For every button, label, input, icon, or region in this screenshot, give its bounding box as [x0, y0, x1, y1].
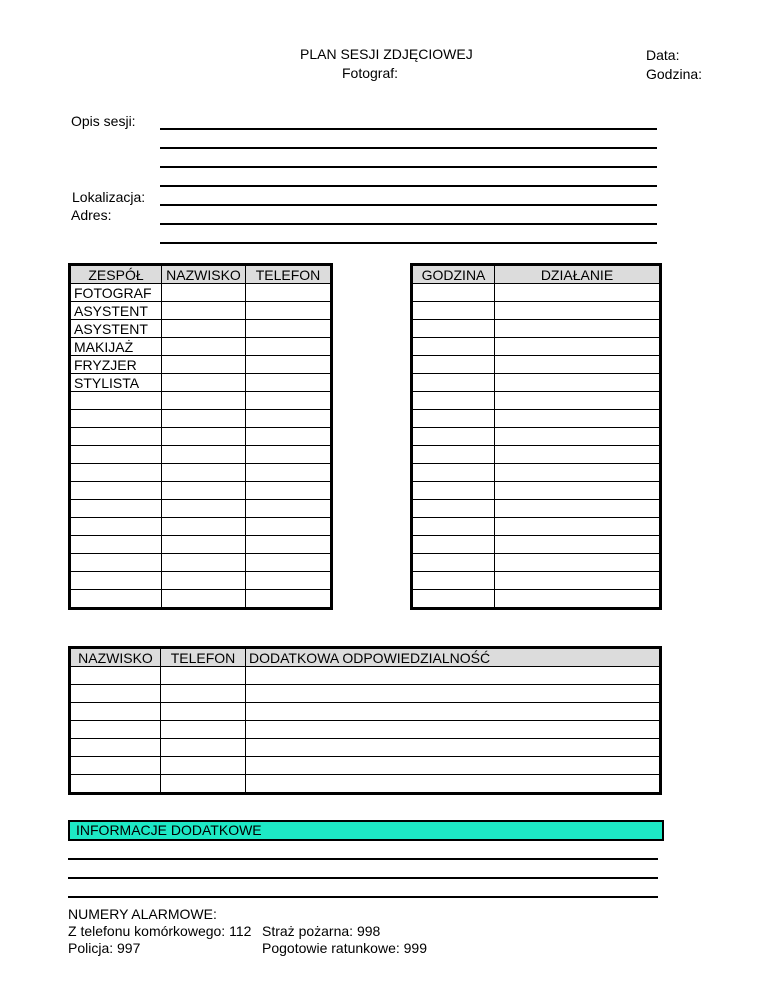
extra-name-cell[interactable]: [70, 739, 161, 757]
extra-row: [70, 703, 661, 721]
team-name-cell[interactable]: [162, 410, 246, 428]
extra-header-responsibility: DODATKOWA ODPOWIEDZIALNOŚĆ: [246, 648, 661, 667]
emergency-ambulance: Pogotowie ratunkowe: 999: [262, 940, 427, 956]
extra-responsibility-cell[interactable]: [246, 757, 661, 775]
team-row: [70, 590, 332, 609]
extra-name-cell[interactable]: [70, 685, 161, 703]
team-phone-cell[interactable]: [246, 464, 332, 482]
team-phone-cell[interactable]: [246, 590, 332, 609]
schedule-activity-cell[interactable]: [495, 410, 661, 428]
emergency-police: Policja: 997: [68, 940, 141, 956]
team-phone-cell[interactable]: [246, 572, 332, 590]
description-label: Opis sesji:: [71, 113, 136, 129]
schedule-header-time: GODZINA: [412, 265, 495, 284]
additional-info-line[interactable]: [68, 896, 658, 898]
team-header-team: ZESPÓŁ: [70, 265, 162, 284]
extra-name-cell[interactable]: [70, 775, 161, 794]
additional-info-banner: INFORMACJE DODATKOWE: [68, 820, 664, 841]
extra-header-phone: TELEFON: [161, 648, 246, 667]
team-name-cell[interactable]: [162, 536, 246, 554]
team-phone-cell[interactable]: [246, 500, 332, 518]
extra-responsibility-cell[interactable]: [246, 775, 661, 794]
team-name-cell[interactable]: [162, 374, 246, 392]
schedule-time-cell[interactable]: [412, 464, 495, 482]
team-row: [70, 464, 332, 482]
team-role-cell[interactable]: FRYZJER: [70, 356, 162, 374]
team-row: [70, 302, 332, 320]
description-line[interactable]: [160, 147, 657, 149]
team-role-cell[interactable]: FOTOGRAF: [70, 284, 162, 302]
team-name-cell[interactable]: [162, 590, 246, 609]
team-row: [70, 338, 332, 356]
schedule-activity-cell[interactable]: [495, 374, 661, 392]
team-phone-cell[interactable]: [246, 518, 332, 536]
team-header-phone: TELEFON: [246, 265, 332, 284]
team-name-cell[interactable]: [162, 320, 246, 338]
team-row: [70, 428, 332, 446]
schedule-activity-cell[interactable]: [495, 518, 661, 536]
team-phone-cell[interactable]: [246, 428, 332, 446]
schedule-time-cell[interactable]: [412, 338, 495, 356]
team-phone-cell[interactable]: [246, 410, 332, 428]
extra-name-cell[interactable]: [70, 667, 161, 685]
extra-row: [70, 667, 661, 685]
schedule-time-cell[interactable]: [412, 536, 495, 554]
team-role-cell[interactable]: STYLISTA: [70, 374, 162, 392]
team-row: [70, 374, 332, 392]
extra-header-name: NAZWISKO: [70, 648, 161, 667]
schedule-row: [412, 482, 661, 500]
description-line[interactable]: [160, 166, 657, 168]
team-name-cell[interactable]: [162, 356, 246, 374]
team-row: [70, 554, 332, 572]
team-name-cell[interactable]: [162, 464, 246, 482]
schedule-activity-cell[interactable]: [495, 338, 661, 356]
schedule-time-cell[interactable]: [412, 518, 495, 536]
schedule-activity-cell[interactable]: [495, 446, 661, 464]
team-name-cell[interactable]: [162, 518, 246, 536]
team-phone-cell[interactable]: [246, 302, 332, 320]
schedule-activity-cell[interactable]: [495, 302, 661, 320]
extra-row: [70, 721, 661, 739]
schedule-row: [412, 554, 661, 572]
schedule-time-cell[interactable]: [412, 284, 495, 302]
team-role-cell[interactable]: [70, 590, 162, 609]
team-role-cell[interactable]: [70, 572, 162, 590]
team-name-cell[interactable]: [162, 302, 246, 320]
schedule-activity-cell[interactable]: [495, 428, 661, 446]
team-row: [70, 482, 332, 500]
schedule-row: [412, 464, 661, 482]
extra-row: [70, 685, 661, 703]
schedule-time-cell[interactable]: [412, 410, 495, 428]
schedule-time-cell[interactable]: [412, 374, 495, 392]
team-phone-cell[interactable]: [246, 374, 332, 392]
schedule-activity-cell[interactable]: [495, 482, 661, 500]
team-role-cell[interactable]: [70, 392, 162, 410]
team-role-cell[interactable]: [70, 446, 162, 464]
address-line[interactable]: [160, 223, 657, 225]
schedule-row: [412, 572, 661, 590]
extra-name-cell[interactable]: [70, 703, 161, 721]
schedule-activity-cell[interactable]: [495, 536, 661, 554]
team-row: [70, 500, 332, 518]
team-phone-cell[interactable]: [246, 284, 332, 302]
schedule-activity-cell[interactable]: [495, 500, 661, 518]
schedule-time-cell[interactable]: [412, 302, 495, 320]
extra-phone-cell[interactable]: [161, 775, 246, 794]
team-phone-cell[interactable]: [246, 320, 332, 338]
team-name-cell[interactable]: [162, 482, 246, 500]
schedule-activity-cell[interactable]: [495, 356, 661, 374]
extra-responsibility-cell[interactable]: [246, 703, 661, 721]
team-role-cell[interactable]: ASYSTENT: [70, 320, 162, 338]
team-row: [70, 284, 332, 302]
schedule-time-cell[interactable]: [412, 428, 495, 446]
team-name-cell[interactable]: [162, 554, 246, 572]
emergency-fire: Straż pożarna: 998: [262, 923, 381, 939]
address-label: Adres:: [71, 207, 112, 223]
schedule-time-cell[interactable]: [412, 482, 495, 500]
team-row: [70, 518, 332, 536]
schedule-activity-cell[interactable]: [495, 464, 661, 482]
team-name-cell[interactable]: [162, 338, 246, 356]
additional-info-line[interactable]: [68, 858, 658, 860]
team-role-cell[interactable]: [70, 464, 162, 482]
emergency-title: NUMERY ALARMOWE:: [68, 906, 217, 922]
schedule-row: [412, 446, 661, 464]
schedule-row: [412, 500, 661, 518]
extra-row: [70, 739, 661, 757]
schedule-time-cell[interactable]: [412, 554, 495, 572]
schedule-activity-cell[interactable]: [495, 392, 661, 410]
extra-phone-cell[interactable]: [161, 739, 246, 757]
extra-responsibility-cell[interactable]: [246, 667, 661, 685]
schedule-activity-cell[interactable]: [495, 590, 661, 609]
schedule-time-cell[interactable]: [412, 320, 495, 338]
team-role-cell[interactable]: [70, 554, 162, 572]
schedule-row: [412, 374, 661, 392]
team-row: [70, 392, 332, 410]
schedule-activity-cell[interactable]: [495, 284, 661, 302]
team-role-cell[interactable]: ASYSTENT: [70, 302, 162, 320]
team-table: [68, 263, 333, 610]
schedule-time-cell[interactable]: [412, 590, 495, 609]
schedule-row: [412, 590, 661, 609]
page-title: PLAN SESJI ZDJĘCIOWEJ: [300, 46, 473, 62]
team-phone-cell[interactable]: [246, 392, 332, 410]
schedule-row: [412, 392, 661, 410]
extra-row: [70, 775, 661, 794]
team-phone-cell[interactable]: [246, 554, 332, 572]
extra-table: [68, 646, 662, 795]
team-row: [70, 446, 332, 464]
team-phone-cell[interactable]: [246, 338, 332, 356]
address-line[interactable]: [160, 242, 657, 244]
schedule-row: [412, 320, 661, 338]
description-line[interactable]: [160, 185, 657, 187]
extra-phone-cell[interactable]: [161, 667, 246, 685]
location-label: Lokalizacja:: [72, 189, 146, 205]
schedule-header-activity: DZIAŁANIE: [495, 265, 661, 284]
extra-name-cell[interactable]: [70, 721, 161, 739]
extra-phone-cell[interactable]: [161, 757, 246, 775]
team-phone-cell[interactable]: [246, 446, 332, 464]
schedule-row: [412, 302, 661, 320]
team-header-name: NAZWISKO: [162, 265, 246, 284]
schedule-row: [412, 356, 661, 374]
extra-row: [70, 757, 661, 775]
time-label: Godzina:: [646, 66, 703, 82]
team-row: [70, 536, 332, 554]
schedule-time-cell[interactable]: [412, 572, 495, 590]
team-row: [70, 410, 332, 428]
schedule-row: [412, 428, 661, 446]
team-name-cell[interactable]: [162, 284, 246, 302]
team-phone-cell[interactable]: [246, 356, 332, 374]
team-row: [70, 572, 332, 590]
team-name-cell[interactable]: [162, 392, 246, 410]
additional-info-line[interactable]: [68, 877, 658, 879]
team-phone-cell[interactable]: [246, 536, 332, 554]
location-line[interactable]: [160, 204, 657, 206]
schedule-time-cell[interactable]: [412, 446, 495, 464]
schedule-row: [412, 284, 661, 302]
team-name-cell[interactable]: [162, 428, 246, 446]
schedule-row: [412, 536, 661, 554]
extra-responsibility-cell[interactable]: [246, 721, 661, 739]
extra-phone-cell[interactable]: [161, 685, 246, 703]
team-role-cell[interactable]: [70, 482, 162, 500]
extra-responsibility-cell[interactable]: [246, 739, 661, 757]
schedule-table: [410, 263, 662, 610]
extra-name-cell[interactable]: [70, 757, 161, 775]
schedule-time-cell[interactable]: [412, 500, 495, 518]
team-phone-cell[interactable]: [246, 482, 332, 500]
extra-responsibility-cell[interactable]: [246, 685, 661, 703]
team-name-cell[interactable]: [162, 572, 246, 590]
description-line[interactable]: [160, 128, 657, 130]
schedule-row: [412, 410, 661, 428]
schedule-time-cell[interactable]: [412, 392, 495, 410]
team-role-cell[interactable]: [70, 500, 162, 518]
team-role-cell[interactable]: MAKIJAŻ: [70, 338, 162, 356]
team-name-cell[interactable]: [162, 500, 246, 518]
team-row: [70, 356, 332, 374]
schedule-activity-cell[interactable]: [495, 572, 661, 590]
emergency-mobile: Z telefonu komórkowego: 112: [68, 923, 252, 939]
schedule-row: [412, 338, 661, 356]
schedule-activity-cell[interactable]: [495, 320, 661, 338]
schedule-row: [412, 518, 661, 536]
extra-phone-cell[interactable]: [161, 721, 246, 739]
team-name-cell[interactable]: [162, 446, 246, 464]
team-role-cell[interactable]: [70, 410, 162, 428]
team-row: [70, 320, 332, 338]
team-role-cell[interactable]: [70, 428, 162, 446]
date-label: Data:: [646, 47, 680, 63]
photographer-label: Fotograf:: [342, 65, 399, 81]
schedule-activity-cell[interactable]: [495, 554, 661, 572]
extra-phone-cell[interactable]: [161, 703, 246, 721]
team-role-cell[interactable]: [70, 518, 162, 536]
schedule-time-cell[interactable]: [412, 356, 495, 374]
team-role-cell[interactable]: [70, 536, 162, 554]
